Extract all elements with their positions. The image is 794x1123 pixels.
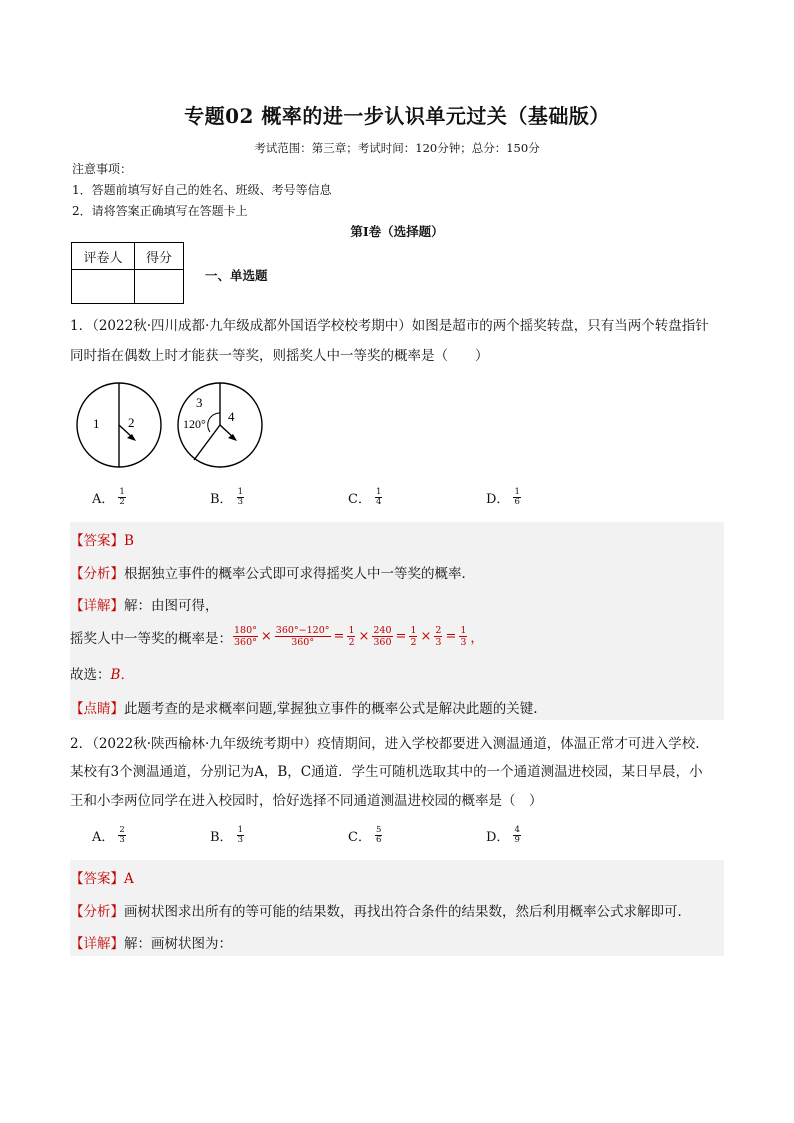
volume-title: 第I卷（选择题） xyxy=(350,224,444,239)
disk1-label-2: 2 xyxy=(128,415,135,430)
exam-info: 考试范围：第三章；考试时间：120分钟；总分：150分 xyxy=(254,141,540,155)
angle-label: 120° xyxy=(183,417,206,431)
q2-option-c: C． $\frac{5}{6}$ xyxy=(348,825,382,845)
notice-heading: 注意事项： xyxy=(72,162,133,176)
q2-stem-line1: 2．（2022秋·陕西榆林·九年级统考期中）疫情期间，进入学校都要进入测温通道，体温正常才可进入学校. xyxy=(70,736,700,752)
q2-option-d: D． $\frac{4}{9}$ xyxy=(486,825,520,845)
page-title: 专题02 概率的进一步认识单元过关（基础版） xyxy=(184,104,610,128)
q1-option-c: C． $\frac{1}{4}$ xyxy=(348,487,382,507)
q2-option-b: B． $\frac{1}{3}$ xyxy=(210,825,243,845)
spinner-figure xyxy=(70,380,270,472)
q1-choose: 故选：B． xyxy=(70,667,134,683)
q2-stem-line2: 某校有3个测温通道，分别记为A，B，C通道．学生可随机选取其中的一个通道测温进校园，某日早晨，小 xyxy=(70,764,703,780)
q2-answer: 【答案】A xyxy=(70,871,134,887)
grader-header: 评卷人 xyxy=(72,243,135,270)
disk1-label-1: 1 xyxy=(93,416,100,431)
q1-formula-line: 摇奖人中一等奖的概率是： $\frac{180^\circ}{360^\circ}$ × $\frac{360^\circ-120^\circ}{360^\circ}$ = $\frac{1}{2}$ × $\frac{240}{360}$ = $\frac{1}{2}$ × $\frac{2}{3}$ = $\frac{1}{3}$ ， xyxy=(70,625,484,648)
q1-stem-line2: 同时指在偶数上时才能获一等奖，则摇奖人中一等奖的概率是（ ） xyxy=(70,348,489,364)
q2-option-a: A． $\frac{2}{3}$ xyxy=(92,825,125,845)
score-header: 得分 xyxy=(135,243,184,270)
disk2-label-3: 3 xyxy=(196,395,203,410)
probability-formula: $\frac{180^\circ}{360^\circ}$ × $\frac{360^\circ-120^\circ}{360^\circ}$ = $\frac{1}{2}$ × $\frac{240}{360}$ = $\frac{1}{2}$ × $\frac{2}{3}$ = $\frac{1}{3}$ ， xyxy=(234,625,484,648)
q2-detail: 【详解】解：画树状图为： xyxy=(70,936,232,952)
q1-analysis: 【分析】根据独立事件的概率公式即可求得摇奖人中一等奖的概率． xyxy=(70,566,475,582)
q2-stem-line3: 王和小李两位同学在进入校园时，恰好选择不同通道测温进校园的概率是（ ） xyxy=(70,793,543,809)
section-title: 一、单选题 xyxy=(205,268,268,283)
spinner-disk-1 xyxy=(77,383,161,467)
q1-stem-line1: 1．（2022秋·四川成都·九年级成都外国语学校校考期中）如图是超市的两个摇奖转盘，只有当两个转盘指针 xyxy=(70,318,709,334)
score-table xyxy=(71,242,184,304)
q1-option-a: A． $\frac{1}{2}$ xyxy=(92,487,125,507)
grader-cell xyxy=(72,270,135,304)
score-cell xyxy=(135,270,184,304)
q1-option-b: B． $\frac{1}{3}$ xyxy=(210,487,243,507)
disk2-label-4: 4 xyxy=(228,409,235,424)
spinner-disk-2 xyxy=(178,383,262,467)
q2-analysis: 【分析】画树状图求出所有的等可能的结果数，再找出符合条件的结果数，然后利用概率公式求解即可． xyxy=(70,904,691,920)
q1-detail: 【详解】解：由图可得， xyxy=(70,598,219,614)
notice-item-2: 2．请将答案正确填写在答题卡上 xyxy=(72,204,248,218)
q1-option-d: D． $\frac{1}{6}$ xyxy=(486,487,520,507)
q1-solution-box xyxy=(70,522,724,720)
notice-item-1: 1．答题前填写好自己的姓名、班级、考号等信息 xyxy=(72,183,332,197)
q1-answer: 【答案】B xyxy=(70,533,134,549)
q1-comment: 【点睛】此题考查的是求概率问题,掌握独立事件的概率公式是解决此题的关键. xyxy=(70,701,538,717)
